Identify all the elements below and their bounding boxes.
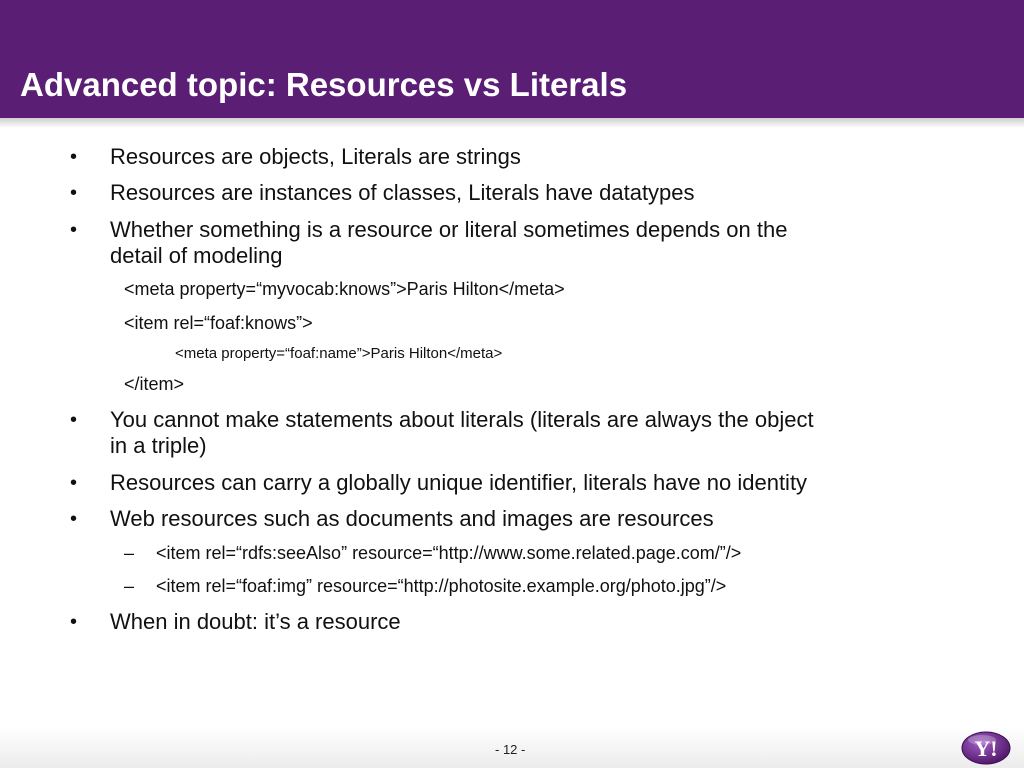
title-bar-shadow bbox=[0, 118, 1024, 128]
code-line-2: <item rel=“foaf:knows”> bbox=[124, 313, 313, 333]
logo-text: Y! bbox=[974, 736, 998, 761]
bullet-marker: • bbox=[70, 182, 78, 204]
bullet-text-4-line-1: You cannot make statements about literals (literals are always the object bbox=[110, 407, 814, 432]
bullet-marker: • bbox=[70, 409, 78, 431]
bullet-text-7: When in doubt: it’s a resource bbox=[110, 609, 401, 634]
sub-bullet-marker: – bbox=[124, 543, 135, 563]
bullet-text-1: Resources are objects, Literals are strings bbox=[110, 144, 521, 169]
bullet-marker: • bbox=[70, 508, 78, 530]
sub-item-2: <item rel=“foaf:img” resource=“http://photosite.example.org/photo.jpg”/> bbox=[156, 576, 727, 596]
bullet-text-2: Resources are instances of classes, Literals have datatypes bbox=[110, 180, 695, 205]
bullet-marker: • bbox=[70, 472, 78, 494]
bullet-marker: • bbox=[70, 611, 78, 633]
code-line-1: <meta property=“myvocab:knows”>Paris Hilton</meta> bbox=[124, 279, 565, 299]
bullet-marker: • bbox=[70, 219, 78, 241]
bullet-text-4-line-2: in a triple) bbox=[110, 433, 207, 458]
sub-bullet-marker: – bbox=[124, 576, 135, 596]
code-line-4: </item> bbox=[124, 374, 185, 394]
sub-item-1: <item rel=“rdfs:seeAlso” resource=“http://www.some.related.page.com/”/> bbox=[156, 543, 742, 563]
slide-title: Advanced topic: Resources vs Literals bbox=[20, 66, 628, 103]
bullet-text-3-line-2: detail of modeling bbox=[110, 243, 283, 268]
code-line-3: <meta property=“foaf:name”>Paris Hilton</meta> bbox=[175, 345, 503, 362]
bullet-text-3-line-1: Whether something is a resource or literal sometimes depends on the bbox=[110, 217, 788, 242]
bullet-text-6: Web resources such as documents and images are resources bbox=[110, 506, 714, 531]
bullet-marker: • bbox=[70, 146, 78, 168]
bullet-text-5: Resources can carry a globally unique identifier, literals have no identity bbox=[110, 470, 808, 495]
yahoo-logo-icon bbox=[960, 728, 1012, 766]
page-number: - 12 - bbox=[495, 742, 526, 757]
